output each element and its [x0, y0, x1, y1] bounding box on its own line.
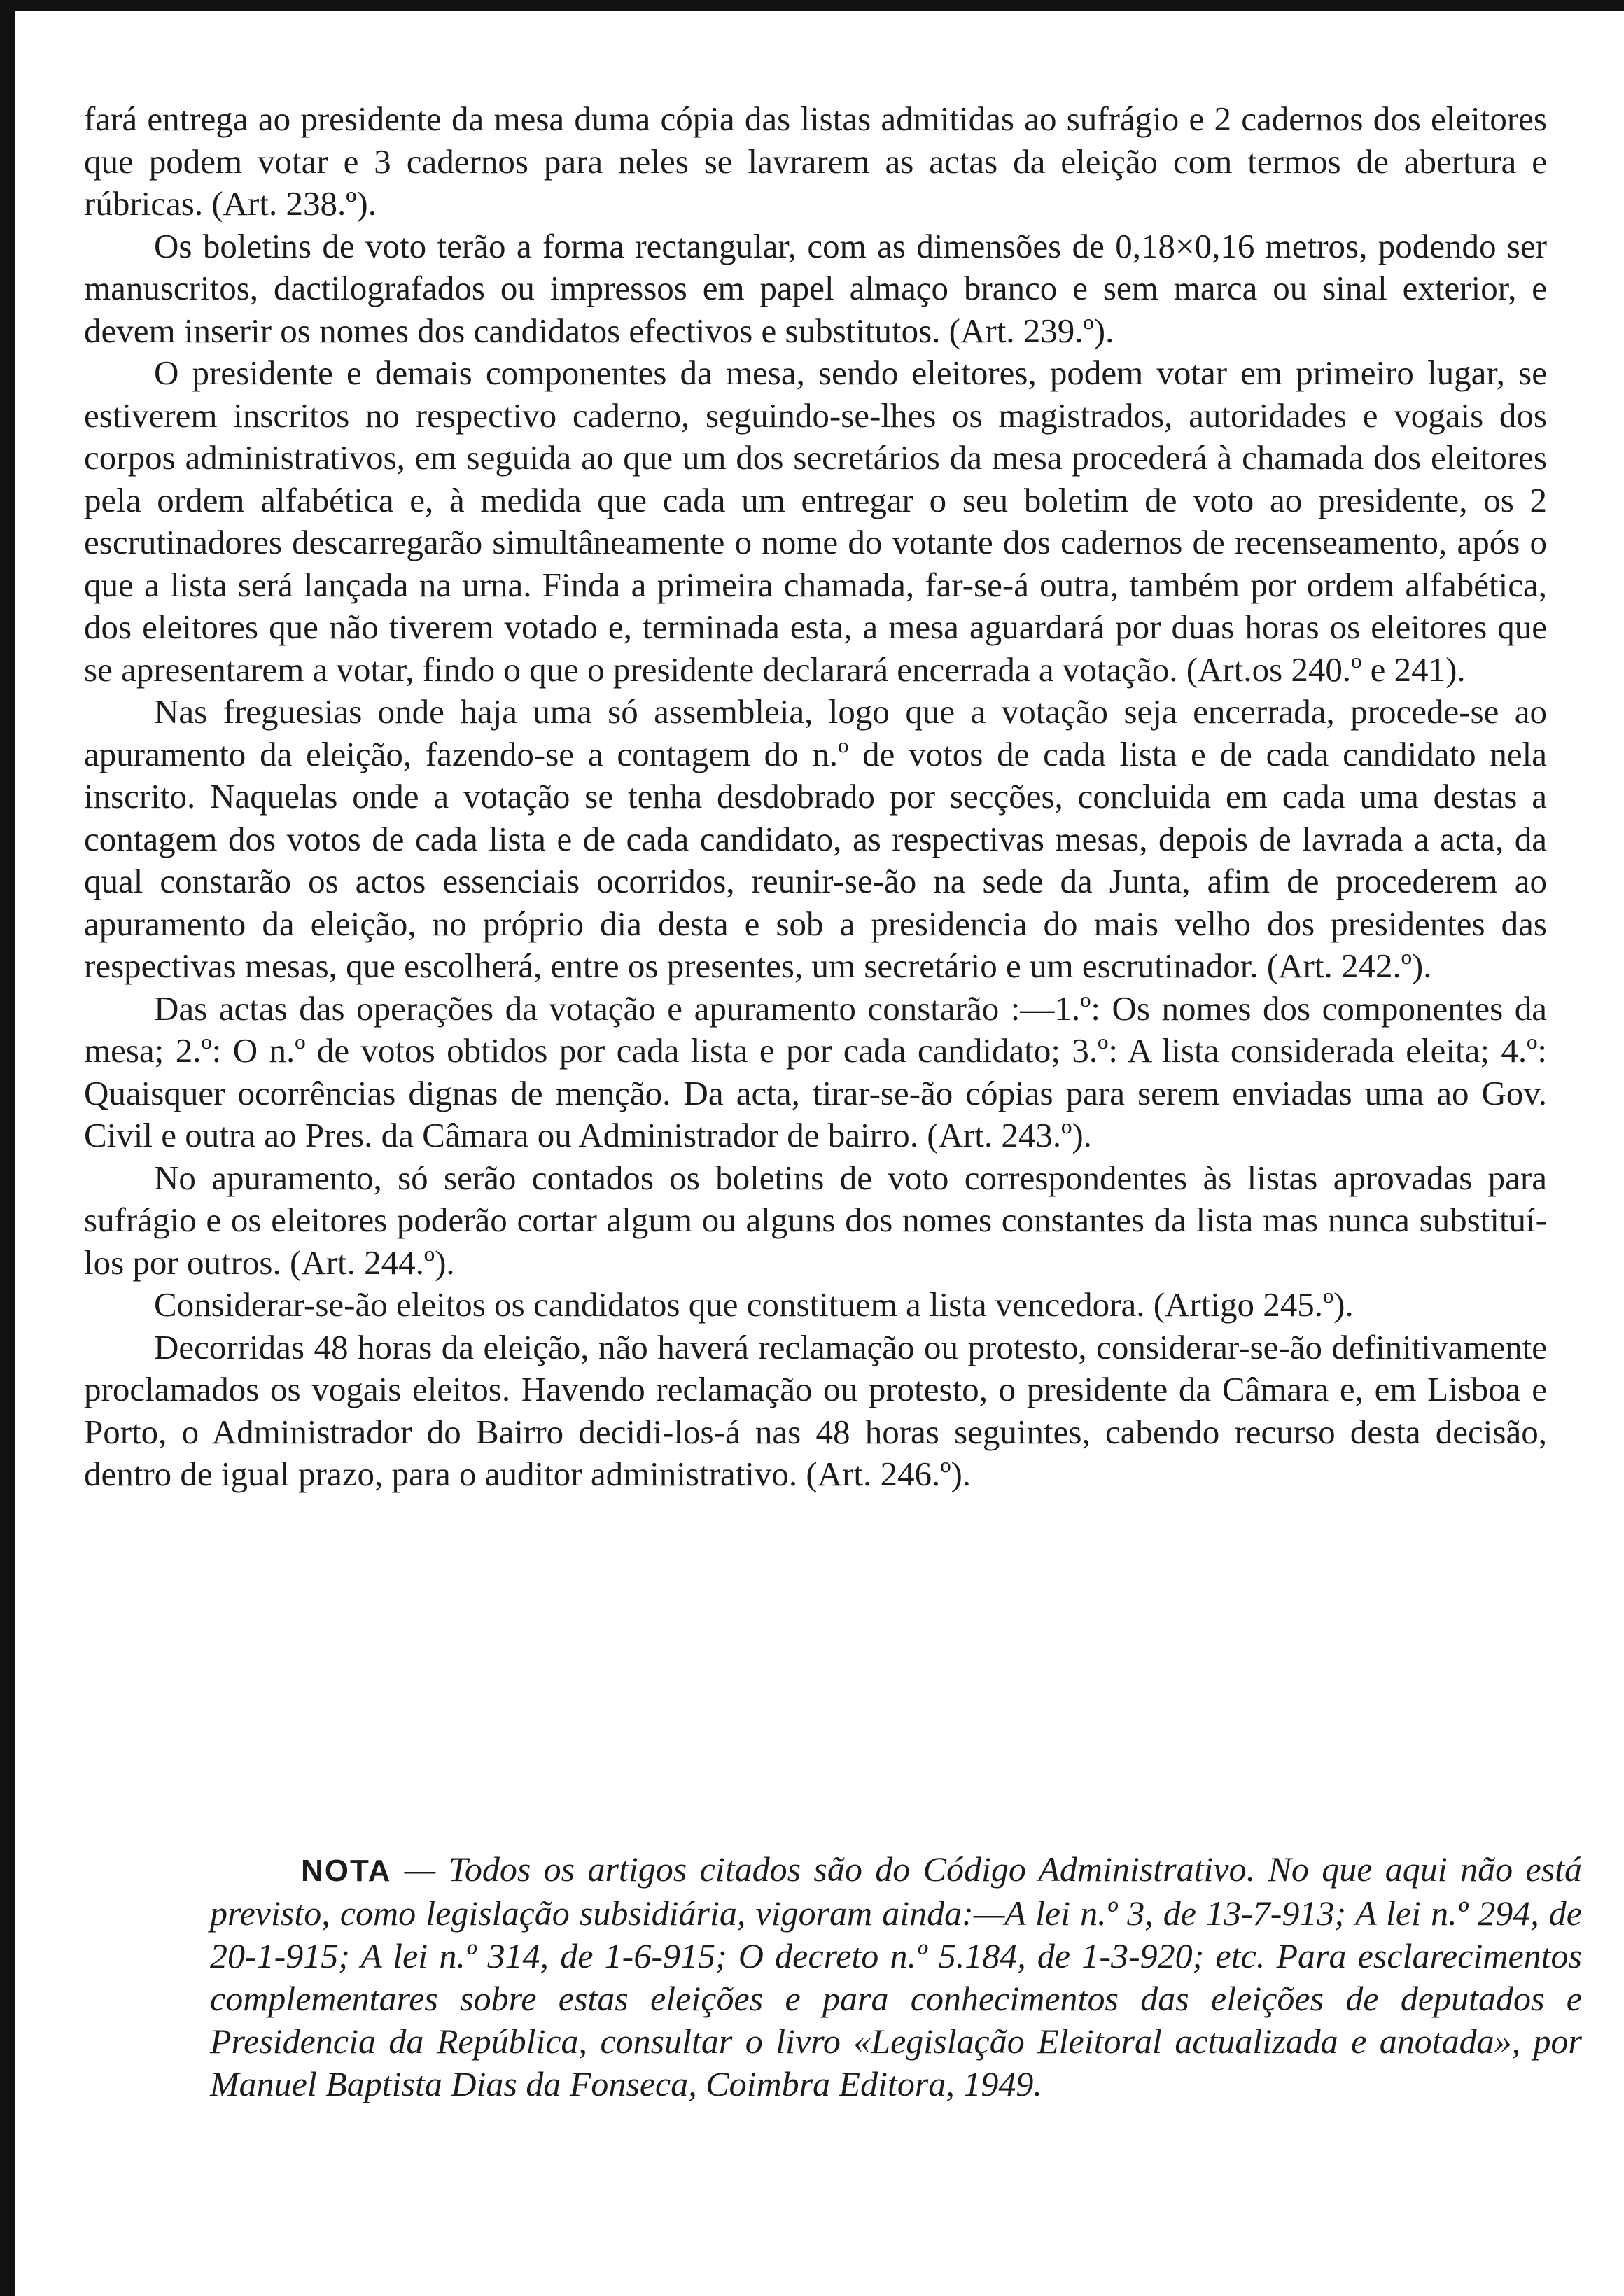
paragraph-art-239: Os boletins de voto terão a forma rectangular, com as dimensões de 0,18×0,16 metros, podendo ser manuscritos, dactilografados ou impressos em papel almaço branco e sem marca ou sinal exterior, e devem inserir os nomes dos candidatos efectivos e substitutos. (Art. 239.º). — [84, 226, 1547, 350]
left-border-rule — [0, 0, 15, 2296]
paragraph-art-243: Das actas das operações da votação e apuramento constarão :—1.º: Os nomes dos componentes da mesa; 2.º: O n.º de votos obtidos por cada lista e por cada candidato; 3.º: A lista considerada eleita; 4.º: Quaisquer ocorrências dignas de menção. Da acta, tirar-se-ão cópias para serem enviadas uma ao Gov. Civil e outra ao Pres. da Câmara ou Administrador de bairro. (Art. 243.º). — [84, 988, 1547, 1154]
paragraph-art-240-241: O presidente e demais componentes da mesa, sendo eleitores, podem votar em primeiro lugar, se estiverem inscritos no respectivo caderno, seguindo-se-lhes os magistrados, autoridades e vogais dos corpos administrativos, em seguida ao que um dos secretários da mesa procederá à chamada dos eleitores pela ordem alfabética e, à medida que cada um entregar o seu boletim de voto ao presidente, os 2 escrutinadores descarregarão simultâneamente o nome do votante dos cadernos de recenseamento, após o que a lista será lançada na urna. Finda a primeira chamada, far-se-á outra, também por ordem alfabética, dos eleitores que não tiverem votado e, terminada esta, a mesa aguardará por duas horas os eleitores que se apresentarem a votar, findo o que o presidente declarará encerrada a votação. (Art.os 240.º e 241). — [84, 354, 1547, 689]
note-label: NOTA — [301, 1854, 392, 1888]
paragraph-art-238: fará entrega ao presidente da mesa duma cópia das listas admitidas ao sufrágio e 2 cadernos dos eleitores que podem votar e 3 cadernos para neles se lavrarem as actas da eleição com termos de abertura e rúbricas. (Art. 238.º). — [84, 99, 1547, 223]
note-text: — Todos os artigos citados são do Código Administrativo. No que aqui não está previsto, como legislação subsidiária, vigoram ainda:—A lei n.º 3, de 13-7-913; A lei n.º 294, de 20-1-915; A lei n.º 314, de 1-6-915; O decreto n.º 5.184, de 1-3-920; etc. Para esclarecimentos complementares sobre estas eleições e para conhecimentos das eleições de deputados e Presidencia da República, consultar o livro «Legislação Eleitoral actualizada e anotada», por Manuel Baptista Dias da Fonseca, Coimbra Editora, 1949. — [210, 1849, 1582, 2104]
top-border-rule — [0, 0, 1624, 11]
footnote-nota — [210, 1848, 1582, 2106]
paragraph-art-246: Decorridas 48 horas da eleição, não haverá reclamação ou protesto, considerar-se-ão definitivamente proclamados os vogais eleitos. Havendo reclamação ou protesto, o presidente da Câmara e, em Lisboa e Porto, o Administrador do Bairro decidi-los-á nas 48 horas seguintes, cabendo recurso desta decisão, dentro de igual prazo, para o auditor administrativo. (Art. 246.º). — [84, 1327, 1547, 1493]
paragraph-art-245: Considerar-se-ão eleitos os candidatos que constituem a lista vencedora. (Artigo 245.º). — [154, 1285, 1354, 1324]
paragraph-art-242: Nas freguesias onde haja uma só assembleia, logo que a votação seja encerrada, procede-se ao apuramento da eleição, fazendo-se a contagem do n.º de votos de cada lista e de cada candidato nela inscrito. Naquelas onde a votação se tenha desdobrado por secções, concluida em cada uma destas a contagem dos votos de cada lista e de cada candidato, as respectivas mesas, depois de lavrada a acta, da qual constarão os actos essenciais ocorridos, reunir-se-ão na sede da Junta, afim de procederem ao apuramento da eleição, no próprio dia desta e sob a presidencia do mais velho dos presidentes das respectivas mesas, que escolherá, entre os presentes, um secretário e um escrutinador. (Art. 242.º). — [84, 692, 1547, 985]
paragraph-art-244: No apuramento, só serão contados os boletins de voto correspondentes às listas aprovadas para sufrágio e os eleitores poderão cortar algum ou alguns dos nomes constantes da lista mas nunca substituí-los por outros. (Art. 244.º). — [84, 1158, 1547, 1282]
page-body-text — [84, 98, 1547, 1496]
